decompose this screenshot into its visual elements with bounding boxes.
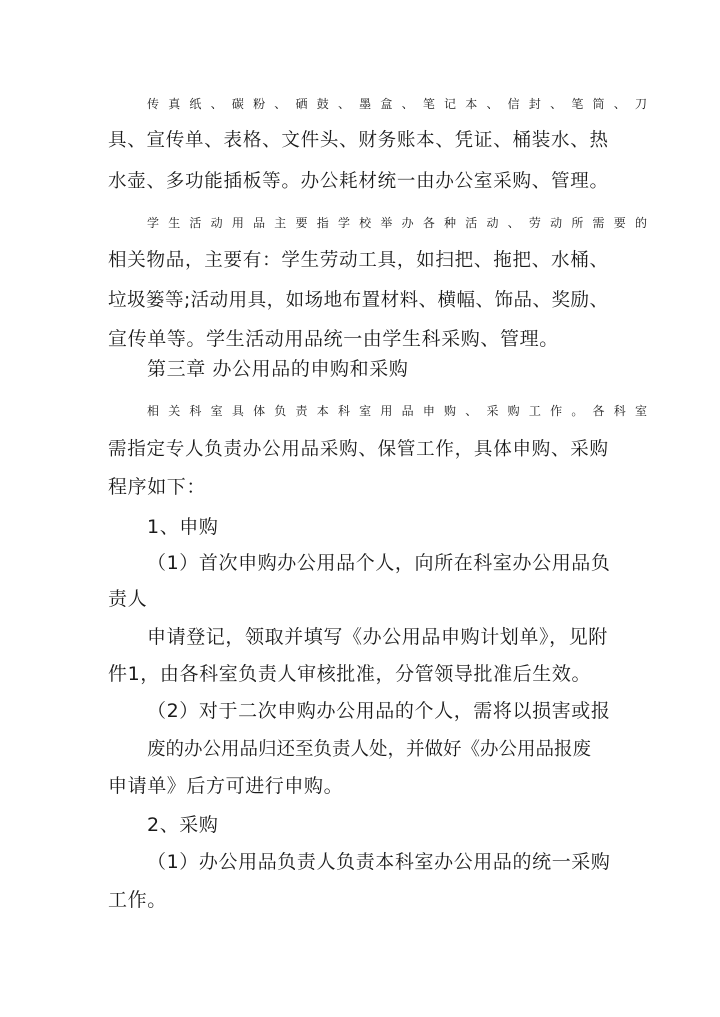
text-line: 申请单》后方可进行申购。	[108, 775, 344, 797]
text-line: 宣传单等。学生活动用品统一由学生科采购、管理。	[108, 328, 559, 350]
text-line: 需指定专人负责办公用品采购、保管工作，具体申购、采购	[108, 439, 608, 460]
text-line: （2）对于二次申购办公用品的个人，需将以损害或报	[147, 700, 611, 722]
text-line: 废的办公用品归还至负责人处，并做好《办公用品报废	[147, 739, 592, 760]
text-line: 申请登记，领取并填写《办公用品申购计划单》，见附	[147, 626, 608, 648]
text-line: 具、宣传单、表格、文件头、财务账本、凭证、桶装水、热	[108, 130, 608, 151]
text-line: 相关物品，主要有：学生劳动工具，如扫把、拖把、水桶、	[108, 250, 608, 271]
text-line: 程序如下：	[108, 476, 207, 498]
text-line: 相关科室具体负责本科室用品申购、采购工作。各科室	[147, 404, 647, 418]
section-heading: 1、申购	[147, 516, 219, 538]
section-heading: 2、采购	[147, 814, 219, 836]
text-line: 传真纸、碳粉、硒鼓、墨盒、笔记本、信封、笔筒、刀	[147, 97, 647, 111]
text-line: 责人	[108, 588, 148, 610]
chapter-heading: 第三章 办公用品的申购和采购	[147, 358, 409, 380]
text-line: 工作。	[108, 889, 167, 911]
text-line: 垃圾篓等;活动用具，如场地布置材料、横幅、饰品、奖励、	[108, 290, 608, 311]
text-line: 水壶、多功能插板等。办公耗材统一由办公室采购、管理。	[108, 171, 608, 192]
text-line: 件1，由各科室负责人审核批准，分管领导批准后生效。	[108, 663, 592, 685]
text-line: 学生活动用品主要指学校举办各种活动、劳动所需要的	[147, 216, 647, 230]
text-line: （1）办公用品负责人负责本科室办公用品的统一采购	[147, 851, 611, 873]
text-line: （1）首次申购办公用品个人，向所在科室办公用品负	[147, 552, 611, 574]
